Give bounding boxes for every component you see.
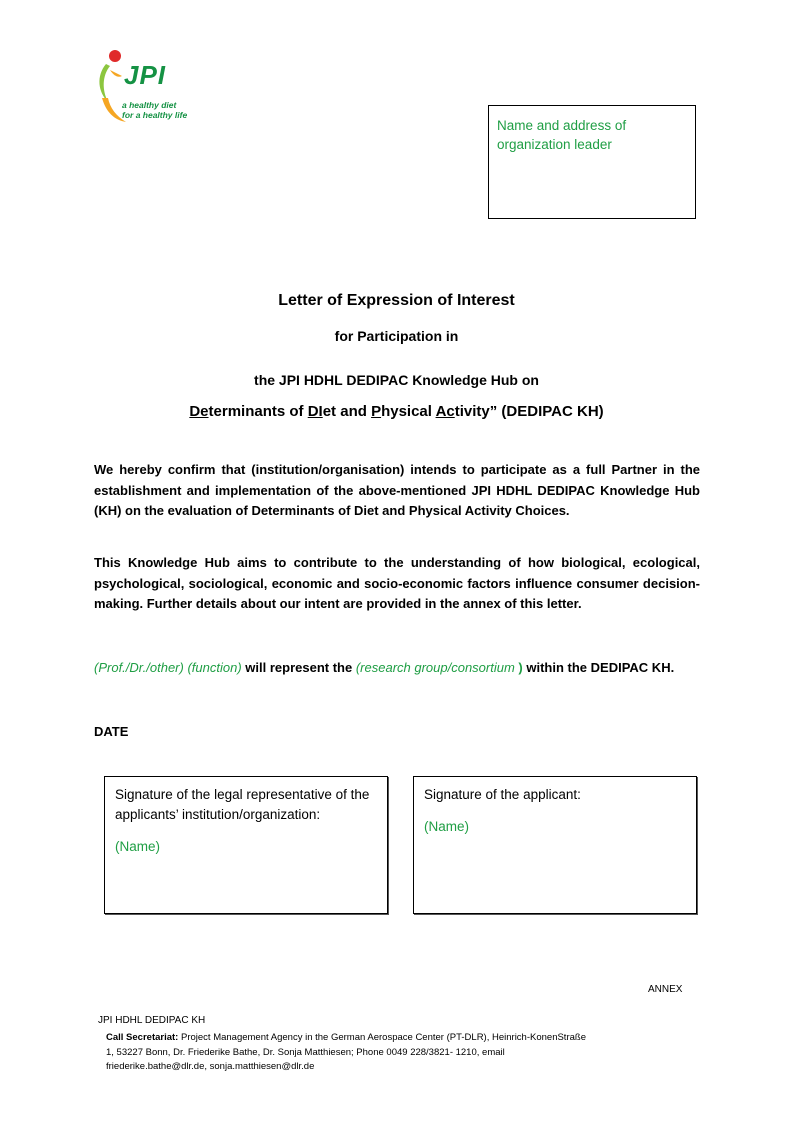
organization-address-box[interactable] [488,105,696,219]
letter-subtitle: for Participation in [334,328,459,344]
legal-representative-signature-box[interactable] [104,776,388,914]
research-group-field[interactable]: research group/consortium [360,660,519,675]
legal-representative-name-field[interactable]: (Name) [115,839,161,854]
field-bracket: ) ( [179,660,192,675]
call-secretariat-info [106,1031,666,1075]
title-field[interactable]: Prof./Dr./other [98,660,180,675]
secretariat-line-2: 1, 53227 Bonn, Dr. Friederike Bathe, Dr. Sonja Matthiesen; Phone 0049 228/3821- 1210, email [106,1046,505,1058]
secretariat-line-1: Project Management Agency in the German Aerospace Center (PT-DLR), Heinrich-KonenStraße [178,1032,586,1043]
logo-tagline-2: for a healthy life [122,110,188,120]
logo-wordmark: JPI [124,60,167,90]
dedipac-acronym-de: De [189,403,209,420]
field-bracket: ) [237,660,242,675]
representative-paragraph [94,658,774,679]
dedipac-acronym-ac: Ac [435,403,455,420]
aims-paragraph: This Knowledge Hub aims to contribute to the understanding of how biological, ecological, psychological, sociological, economic and socio-economic factors influence consumer decision-making. Further details about our intent are provided in the annex of this letter. [94,555,700,611]
dedipac-title [0,403,793,420]
address-box-line-1: Name and address of [497,118,627,133]
applicant-name-field[interactable]: (Name) [424,819,470,834]
address-box-line-2: organization leader [497,137,612,152]
letter-title: Letter of Expression of Interest [278,292,515,309]
field-bracket: ( [94,660,99,675]
legal-representative-label: Signature of the legal representative of the applicants’ institution/organization: [115,787,370,822]
function-field[interactable]: function [191,660,238,675]
footer-title: JPI HDHL DEDIPAC KH [98,1015,206,1026]
secretariat-line-3: friederike.bathe@dlr.de, sonja.matthiesen@dlr.de [106,1061,315,1072]
dedipac-title-text-3: hysical [381,403,436,420]
dedipac-acronym-di: DI [307,403,323,420]
dedipac-title-text-1: terminants of [208,403,308,420]
knowledge-hub-title: the JPI HDHL DEDIPAC Knowledge Hub on [254,372,539,388]
logo-tagline-1: a healthy diet [122,100,177,110]
jpi-logo [92,46,202,126]
applicant-signature-box[interactable] [413,776,697,914]
confirmation-paragraph: We hereby confirm that (institution/organisation) intends to participate as a full Partner in the establishment and implementation of the above-mentioned JPI HDHL DEDIPAC Knowledge Hub (KH) on the evaluation of Determinants of Diet and Physical Activity Choices. [94,462,700,518]
dedipac-acronym-p: P [371,403,382,420]
field-bracket: ( [355,660,361,675]
date-label: DATE [94,724,129,739]
secretariat-label: Call Secretariat: [106,1032,179,1043]
representative-text: will represent the [241,660,356,675]
applicant-label: Signature of the applicant: [424,787,581,802]
dedipac-title-text-4: tivity” (DEDIPAC KH) [454,403,604,420]
annex-label: ANNEX [648,984,683,995]
dedipac-title-text-2: et and [322,403,372,420]
field-bracket: ) [518,660,523,675]
representative-text-end: within the DEDIPAC KH. [522,660,675,675]
